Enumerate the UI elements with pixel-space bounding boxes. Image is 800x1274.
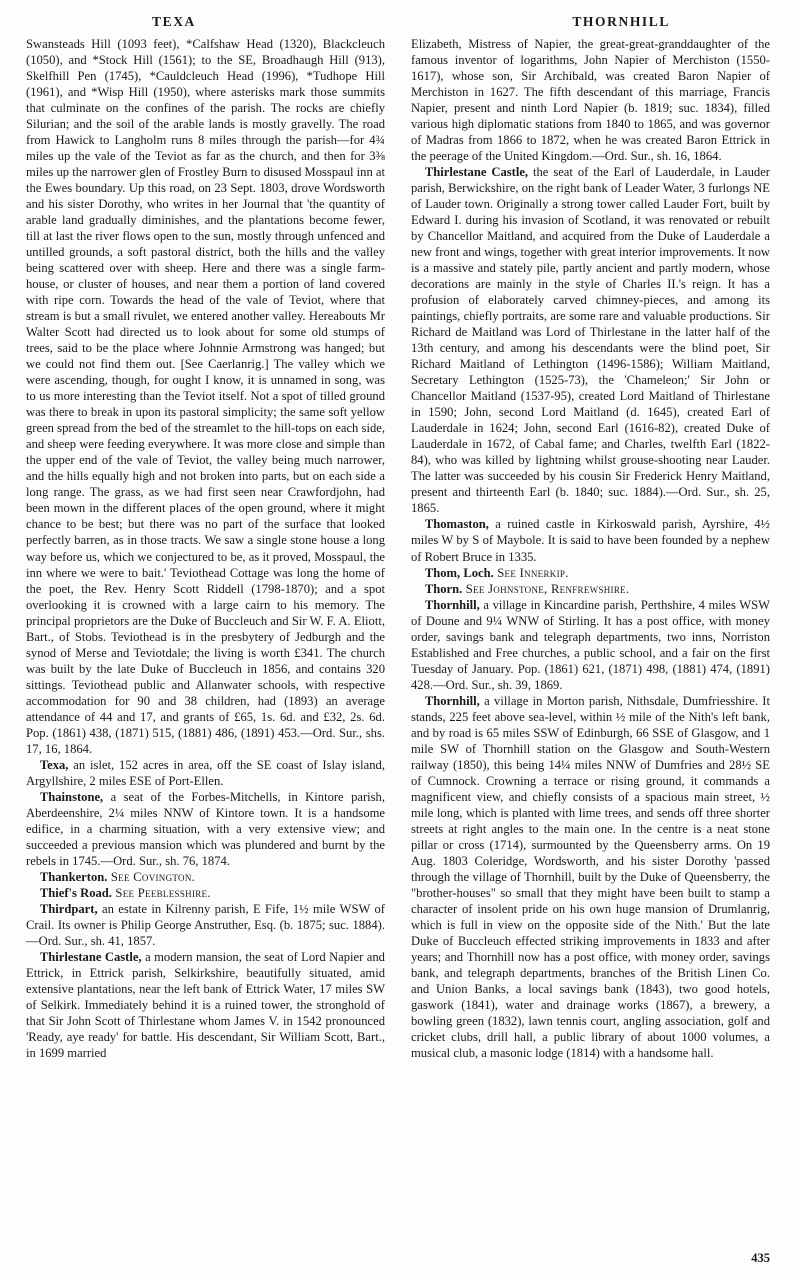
entry-headword: Thirlestane Castle, xyxy=(39,949,142,964)
entry-headword: Thainstone, xyxy=(39,789,104,804)
running-head-left: TEXA xyxy=(152,14,196,29)
entry-texa xyxy=(26,757,385,789)
text-columns xyxy=(26,36,774,1232)
running-head xyxy=(26,14,774,30)
entry-thornhill-perthshire xyxy=(411,597,770,693)
entry-thomaston xyxy=(411,516,770,564)
right-column xyxy=(411,36,770,1232)
entry-thornhill-dumfriesshire xyxy=(411,693,770,1061)
entry-body: See Innerkip. xyxy=(493,565,569,580)
page-number: 435 xyxy=(751,1251,770,1265)
entry-headword: Thornhill, xyxy=(424,693,480,708)
entry-headword: Texa, xyxy=(39,757,69,772)
entry-thirdpart xyxy=(26,901,385,949)
entry-body: a village in Kincardine parish, Perthshire, 4 miles WSW of Doune and 9¼ WNW of Stirling. It has a post office, with money order, savings bank and telegraph departments, two inns, Norriston Established and Free churches, a public school, and a fair on the first Tuesday of January. Pop. (1861) 621, (1871) 498, (1881) 474, (1891) 428.—Ord. Sur., sh. 39, 1869. xyxy=(411,597,770,692)
entry-thorn xyxy=(411,581,770,597)
entry-body: a ruined castle in Kirkoswald parish, Ayrshire, 4½ miles W by S of Maybole. It is said to have been founded by a nephew of Robert Bruce in 1335. xyxy=(411,517,770,564)
entry-thirlestane-castle-left xyxy=(26,949,385,1061)
entry-body: an estate in Kilrenny parish, E Fife, 1½ mile WSW of Crail. Its owner is Philip George Anstruther, Esq. (b. 1875; suc. 1884).—Ord. Sur., sh. 41, 1857. xyxy=(26,901,385,948)
entry-body: a village in Morton parish, Nithsdale, Dumfriesshire. It stands, 225 feet above sea-level, within ½ mile of the Nith's left bank, and by road is 65 miles SSW of Edinburgh, 66 SSE of Glasgow, and 1 mile SW of Thornhill station on the Glasgow and South-Western railway (1850), this being 14¼ miles NNW of Dumfries and 28½ SE of Cumnock. Crowning a terrace or rising ground, it commands a magnificent view, and chiefly consists of a spacious main street, ½ mile long, which is planted with lime trees, and sends off three shorter streets at right angles to the main one. In the centre is a neat stone pillar or cross (1714), surmounted by the Queensberry arms. On 19 Aug. 1803 Coleridge, Wordsworth, and his sister Dorothy 'passed through the village of Thornhill, built by the Duke of Queensberry, the "brother-houses" so small that they might have been built to stamp a character of insolent pride on his own huge mansion of Drumlanrig, which is full in view on the opposite side of the Nith.' But the late Duke of Buccleuch effected striking improvements in 1833 and after years; and Thornhill now has a post office, with money order, savings bank, and telegraph departments, branches of the British Linen Co. and Union Banks, a local savings bank (1843), two good hotels, gaswork (1841), water and drainage works (1867), a brewery, a bowling green (1832), lawn tennis court, angling association, golf and cricket clubs, drill hall, a public library of about 1000 volumes, a musical club, a masonic lodge (1814) with a handsome hall. xyxy=(411,693,770,1060)
entry-thankerton xyxy=(26,869,385,885)
entry-body: the seat of the Earl of Lauderdale, in Lauder parish, Berwickshire, on the right bank of Leader Water, 3 furlongs NE of Lauder town. Originally a strong tower called Lauder Fort, built by Edward I. during his invasion of Scotland, it was renovated or rebuilt by Chancellor Maitland, and acquired from the Duke of Lauderdale a new front and wings, together with great interior improvements. It now is a massive and stately pile, partly ancient and partly modern, whose decorations are mainly in the style of Charles II.'s reign. It has a profusion of elaborately carved chimney-pieces, and among its paintings, chiefly portraits, are some rare and valuable productions. Sir Richard de Maitland was Lord of Thirlestane in the latter half of the 13th century, and among his descendants were the blind poet, Sir Richard Maitland of Lethington (1496-1586); William Maitland, Secretary Lethington (1525-73), the 'Chameleon;' Sir John or Chancellor Maitland (1537-95), created Lord Maitland of Thirlestane in 1590; John, second Lord Maitland (d. 1645), created Earl of Lauderdale in 1624; John, second Earl (1616-82), created Duke of Lauderdale in 1672, of Cabal fame; and Charles, twelfth Earl (1822-84), who was killed by lightning whilst grouse-shooting near Lauder. The latter was succeeded by his cousin Sir Frederick Henry Maitland, present and thirteenth Earl (b. 1840; suc. 1884).—Ord. Sur., sh. 25, 1865. xyxy=(411,165,770,516)
entry-body: a seat of the Forbes-Mitchells, in Kintore parish, Aberdeenshire, 2¼ miles NNW of Kintore town. It is a handsome edifice, in a charming situation, with a very extensive view; and succeeded a previous mansion which was plundered and burnt by the rebels in 1745.—Ord. Sur., sh. 76, 1874. xyxy=(26,789,385,868)
entry-headword: Thorn. xyxy=(424,581,463,596)
running-head-right: THORNHILL xyxy=(572,14,670,29)
entry-headword: Thirdpart, xyxy=(39,901,98,916)
entry-headword: Thom, Loch. xyxy=(424,565,494,580)
entry-headword: Thankerton. xyxy=(39,869,108,884)
entry-body: See Peeblesshire. xyxy=(111,885,211,900)
paragraph-texa-continued xyxy=(26,36,385,757)
entry-thiefs-road xyxy=(26,885,385,901)
entry-body: See Johnstone, Renfrewshire. xyxy=(462,581,630,596)
entry-body: a modern mansion, the seat of Lord Napier and Ettrick, in Ettrick parish, Selkirkshire, beautifully situated, amid extensive plantations, near the left bank of Ettrick Water, 17 miles SW of Selkirk. Immediately behind it is a ruined tower, the stronghold of that Sir John Scott of Thirlestane whom James V. in 1542 pronounced 'Ready, aye ready' for battle. His descendant, Sir William Scott, Bart., in 1699 married xyxy=(26,949,385,1060)
entry-thom-loch xyxy=(411,565,770,581)
entry-body: See Covington. xyxy=(107,869,196,884)
entry-headword: Thirlestane Castle, xyxy=(424,165,529,180)
entry-headword: Thomaston, xyxy=(424,517,489,532)
entry-body: Elizabeth, Mistress of Napier, the great-great-granddaughter of the famous inventor of logarithms, John Napier of Merchiston (1550-1617), whose son, Sir Archibald, was created Baron Napier of Merchiston in 1627. The fifth descendant of this marriage, Francis Napier, present and ninth Lord Napier (b. 1819; suc. 1834), filled various high diplomatic stations from 1840 to 1865, and was governor of Madras from 1866 to 1872, when he was created Baron Ettrick in the peerage of the United Kingdom.—Ord. Sur., sh. 16, 1864. xyxy=(411,37,770,164)
entry-headword: Thornhill, xyxy=(424,597,480,612)
entry-body: an islet, 152 acres in area, off the SE coast of Islay island, Argyllshire, 2 miles ESE of Port-Ellen. xyxy=(26,757,385,788)
left-column xyxy=(26,36,385,1232)
entry-headword: Thief's Road. xyxy=(39,885,112,900)
paragraph-napier-continued xyxy=(411,36,770,164)
entry-body: Swansteads Hill (1093 feet), *Calfshaw Head (1320), Blackcleuch (1050), and *Stock Hill (1561); to the SE, Broadhaugh Hill (913), Skelfhill Pen (1745), *Cauldcleuch Head (1996), *Tudhope Hill (1961), and *Wisp Hill (1950), where asterisks mark those summits that culminate on the confines of the parish. The rocks are chiefly Silurian; and the soil of the arable lands is mostly gravelly. The road from Hawick to Langholm runs 8 miles through the parish—for 4¾ miles up the vale of the Teviot as far as the church, and then for 3⅜ miles up the narrower glen of Frostley Burn to disused Mosspaul inn at the Ewes boundary. Up this road, on 23 Sept. 1803, drove Wordsworth and his sister Dorothy, who writes in her Journal that 'the quantity of arable land gradually diminishes, and the plantations become fewer, till at last the river flows open to the sun, mostly through unfenced and untilled grounds, a soft pastoral district, both the hills and the valley being scattered over with sheep. Here and there was a single farm-house, or cluster of houses, and near them a portion of land covered with ripe corn. Towards the head of the vale of Teviot, where that stream is but a small rivulet, we entered another valley. Hereabouts Mr Walter Scott had directed us to look about for some old stumps of trees, said to be the place where Johnnie Armstrong was hanged; but we could not find them out. [See Caerlanrig.] The valley which we were ascending, though, for ought I know, it is unnamed in song, was to us more interesting than the Teviot itself. Not a spot of tilled ground was there to break in upon its pastoral simplicity; the same soft yellow green spread from the bed of the streamlet to the hill-tops on each side, and sheep were feeding everywhere. It was more close and simple than the upper end of the vale of Teviot, the valley being much narrower, and the hills equally high and not broken into parts, but on each side a long range. The grass, as we had first seen near Crawfordjohn, had been mown in the different places of the open ground, where it might chance to be best; but there was no part of the surface that looked perfectly barren, as in those tracts. We saw a single stone house a long way before us, which we conjectured to be, as it proved, Mosspaul, the inn where we were to bait.' Teviothead Cottage was long the home of the poet, the Rev. Henry Scott Riddell (1798-1870); and a spot overlooking it is crowned with a large cairn to his memory. The principal proprietors are the Duke of Buccleuch and Sir W. F. A. Eliott, Bart., of Stobs. Teviothead is in the presbytery of Jedburgh and the synod of Merse and Teviotdale; the living is worth £341. The church was built by the late Duke of Buccleuch in 1856, and contains 320 sittings. Teviothead public and Allanwater schools, with respective accommodation for 90 and 38 children, had (1893) an average attendance of 44 and 17, and grants of £65, 1s. 6d. and £32, 2s. 6d. Pop. (1861) 438, (1871) 515, (1881) 486, (1891) 453.—Ord. Sur., shs. 17, 16, 1864. xyxy=(26,37,385,756)
entry-thainstone xyxy=(26,789,385,869)
entry-thirlestane-castle-right xyxy=(411,164,770,516)
